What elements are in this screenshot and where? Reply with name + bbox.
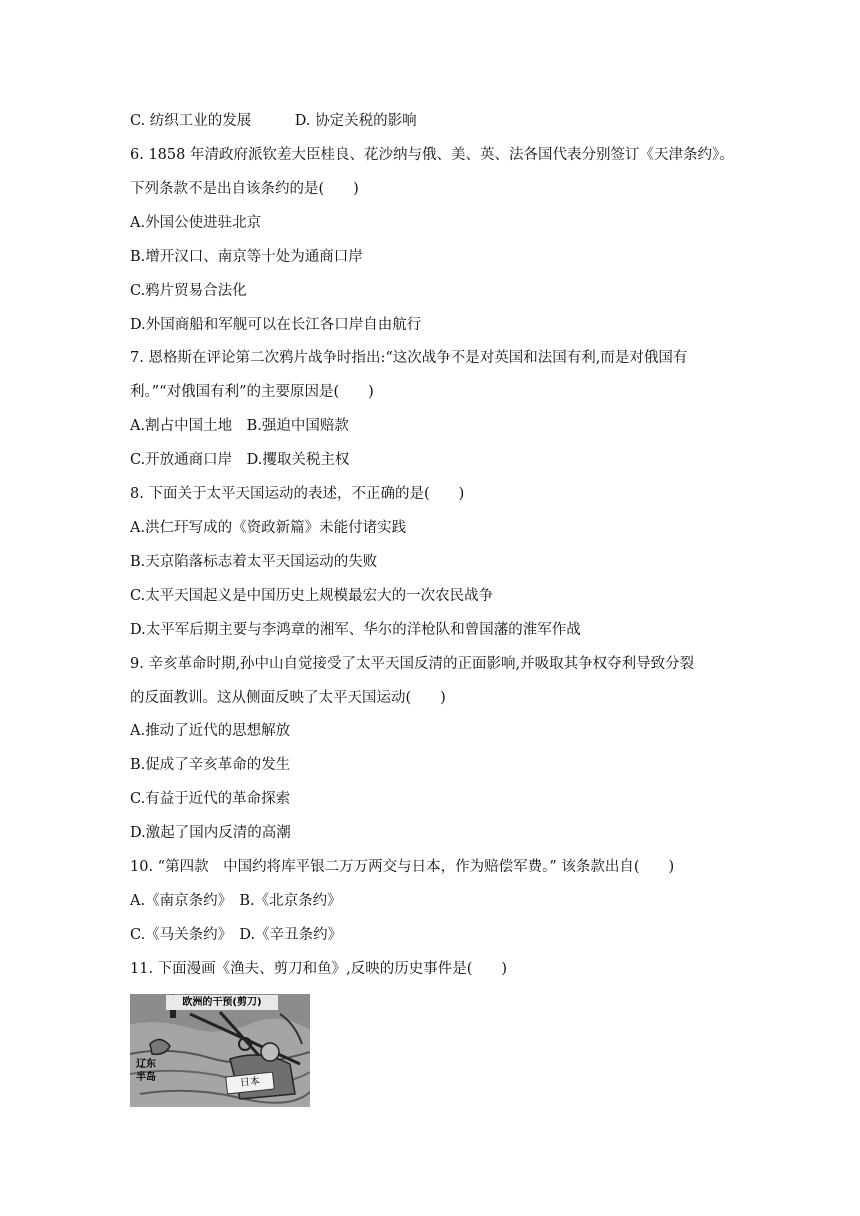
line-q8-option-c: C.太平天国起义是中国历史上规模最宏大的一次农民战争 [130,588,494,604]
line-q9-option-d: D.激起了国内反清的高潮 [130,825,291,841]
cartoon-image [130,994,310,1107]
line-q8-option-b: B.天京陷落标志着太平天国运动的失败 [130,554,378,570]
line-q10-options-cd: C.《马关条约》 D.《辛丑条约》 [130,927,343,943]
cartoon-drawing [130,994,310,1107]
line-q6-stem-1: 6. 1858 年清政府派钦差大臣桂良、花沙纳与俄、美、英、法各国代表分别签订《天津条约》。 [130,147,734,163]
line-q5-options-cd: C. 纺织工业的发展 D. 协定关税的影响 [130,113,417,129]
line-q11-stem: 11. 下面漫画《渔夫、剪刀和鱼》,反映的历史事件是( ) [130,961,508,977]
line-q9-stem-2: 的反面教训。这从侧面反映了太平天国运动( ) [130,690,446,706]
line-q7-stem-2: 利。”“对俄国有利”的主要原因是( ) [130,384,374,400]
line-q7-stem-1: 7. 恩格斯在评论第二次鸦片战争时指出:“这次战争不是对英国和法国有利,而是对俄国有 [130,350,688,366]
line-q6-option-c: C.鸦片贸易合法化 [130,283,247,299]
line-q8-option-a: A.洪仁玕写成的《资政新篇》未能付诸实践 [130,520,407,536]
cartoon-label-japan: 日本 [225,1072,275,1095]
line-q6-option-d: D.外国商船和军舰可以在长江各口岸自由航行 [130,317,422,333]
line-q9-option-c: C.有益于近代的革命探索 [130,791,291,807]
line-q6-option-a: A.外国公使进驻北京 [130,215,262,231]
line-q10-options-ab: A.《南京条约》 B.《北京条约》 [130,893,342,909]
cartoon-label-liaodong: 辽东半岛 [136,1059,156,1083]
line-q9-option-b: B.促成了辛亥革命的发生 [130,757,291,773]
line-q6-stem-2: 下列条款不是出自该条约的是( ) [130,181,359,197]
line-q8-option-d: D.太平军后期主要与李鸿章的湘军、华尔的洋枪队和曾国藩的淮军作战 [130,622,581,638]
line-q7-options-ab: A.割占中国土地 B.强迫中国赔款 [130,418,349,434]
line-q10-stem: 10. “第四款 中国约将库平银二万万两交与日本，作为赔偿军费。” 该条款出自( ) [130,859,675,875]
line-q6-option-b: B.增开汉口、南京等十处为通商口岸 [130,249,363,265]
line-q8-stem: 8. 下面关于太平天国运动的表述，不正确的是( ) [130,486,465,502]
cartoon-banner-label: 欧洲的干预(剪刀) [166,995,278,1010]
line-q9-option-a: A.推动了近代的思想解放 [130,723,291,739]
line-q7-options-cd: C.开放通商口岸 D.攫取关税主权 [130,452,350,468]
line-q9-stem-1: 9. 辛亥革命时期,孙中山自觉接受了太平天国反清的正面影响,并吸取其争权夺利导致分裂 [130,656,695,672]
